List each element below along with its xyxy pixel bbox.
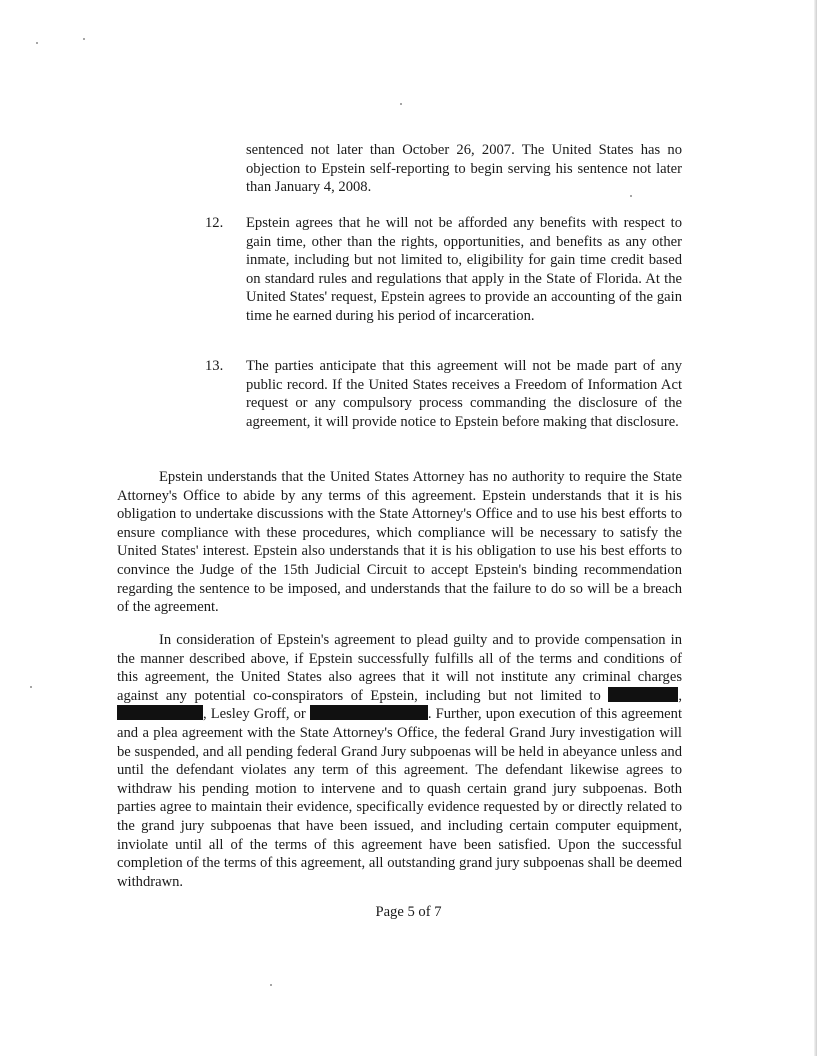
redaction-box bbox=[310, 705, 428, 720]
scan-speck bbox=[30, 686, 32, 688]
scan-speck bbox=[400, 103, 402, 105]
paragraph-non-prosecution bbox=[117, 631, 682, 891]
paragraph-state-attorney: Epstein understands that the United States Attorney has no authority to require the State Attorney's Office to abide by any terms of this agreement. Epstein understands that it is his obligation to undertake discussions with the State Attorney's Office and to use his best efforts to ensure compliance with these procedures, which compliance will be necessary to satisfy the United States' interest. Epstein also understands that it is his obligation to use his best efforts to convince the Judge of the 15th Judicial Circuit to accept Epstein's binding recommendation regarding the sentence to be imposed, and understands that the failure to do so will be a breach of the agreement. bbox=[117, 469, 682, 616]
redaction-box bbox=[608, 687, 678, 702]
item-number: 13. bbox=[205, 358, 224, 374]
item-number: 12. bbox=[205, 215, 224, 231]
paragraph-text-b: , bbox=[678, 687, 682, 704]
redaction-box bbox=[117, 705, 203, 720]
page-number: Page 5 of 7 bbox=[375, 904, 442, 920]
item-text: Epstein agrees that he will not be afforded any benefits with respect to gain time, other than the rights, opportunities, and benefits as any other inmate, including but not limited to, eligibility for gain time credit based on standard rules and regulations that apply in the State of Florida. At the United States' request, Epstein agrees to provide an accounting of the gain time he earned during his period of incarceration. bbox=[246, 215, 682, 324]
paragraph-text-c: , Lesley Groff, or bbox=[203, 706, 306, 723]
scan-speck bbox=[83, 38, 85, 40]
paragraph-text-d: . Further, upon execution of this agreement and a plea agreement with the State Attorney's Office, the federal Grand Jury investigation will be suspended, and all pending federal Grand Jury subpoenas will be held in abeyance unless and until the defendant violates any term of this agreement. The defendant likewise agrees to withdraw his pending motion to intervene and to quash certain grand jury subpoenas. Both parties agree to maintain their evidence, specifically evidence requested by or directly related to the grand jury subpoenas that have been issued, and including certain computer equipment, inviolate until all of the terms of this agreement have been satisfied. Upon the successful completion of the terms of this agreement, all outstanding grand jury subpoenas shall be deemed withdrawn. bbox=[117, 706, 683, 890]
item-text: The parties anticipate that this agreement will not be made part of any public record. If the United States receives a Freedom of Information Act request or any compulsory process commanding the disclosure of the agreement, it will provide notice to Epstein before making that disclosure. bbox=[246, 358, 682, 430]
continuation-text: sentenced not later than October 26, 2007. The United States has no objection to Epstein self-reporting to begin serving his sentence not later than January 4, 2008. bbox=[246, 142, 682, 196]
scan-speck bbox=[270, 984, 272, 986]
paragraph-text-a: In consideration of Epstein's agreement to plead guilty and to provide compensation in the manner described above, if Epstein successfully fulfills all of the terms and conditions of this agreement, the United States also agrees that it will not institute any criminal charges against any potential co-conspirators of Epstein, including but not limited to bbox=[117, 632, 682, 704]
scan-speck bbox=[36, 42, 38, 44]
